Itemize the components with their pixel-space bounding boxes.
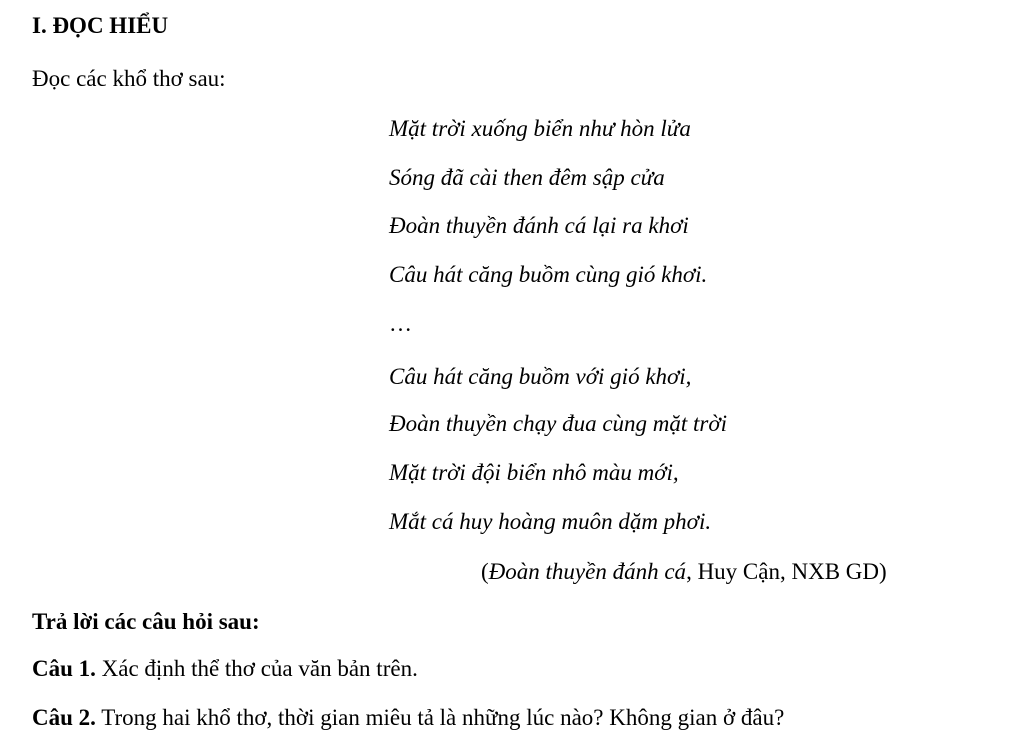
poem-source (481, 560, 887, 583)
poem-line: Mặt trời xuống biển như hòn lửa (389, 116, 691, 141)
question-1 (32, 657, 418, 680)
poem-line: Đoàn thuyền chạy đua cùng mặt trời (389, 411, 728, 436)
question-text: Trong hai khổ thơ, thời gian miêu tả là những lúc nào? Không gian ở đâu? (95, 705, 785, 730)
source-open: ( (481, 559, 489, 584)
question-text: Xác định thể thơ của văn bản trên. (95, 656, 418, 681)
source-rest: , Huy Cận, NXB GD) (686, 559, 887, 584)
poem-line: Câu hát căng buồm với gió khơi, (389, 364, 692, 389)
question-label: Câu 1. (32, 656, 96, 681)
source-title: Đoàn thuyền đánh cá (488, 559, 687, 584)
instruction-heading: Trả lời các câu hỏi sau: (32, 609, 260, 634)
poem-line: Câu hát căng buồm cùng gió khơi. (389, 262, 708, 287)
poem-line: Đoàn thuyền đánh cá lại ra khơi (389, 213, 689, 238)
poem-line: Sóng đã cài then đêm sập cửa (389, 165, 665, 190)
intro-text: Đọc các khổ thơ sau: (32, 66, 226, 91)
poem-ellipsis: … (389, 311, 412, 336)
question-2 (32, 706, 784, 729)
cropped-text-fragment (430, 0, 590, 2)
question-label: Câu 2. (32, 705, 96, 730)
section-heading: I. ĐỌC HIỂU (32, 13, 169, 38)
poem-line: Mặt trời đội biển nhô màu mới, (389, 460, 679, 485)
poem-line: Mắt cá huy hoàng muôn dặm phơi. (389, 509, 712, 534)
